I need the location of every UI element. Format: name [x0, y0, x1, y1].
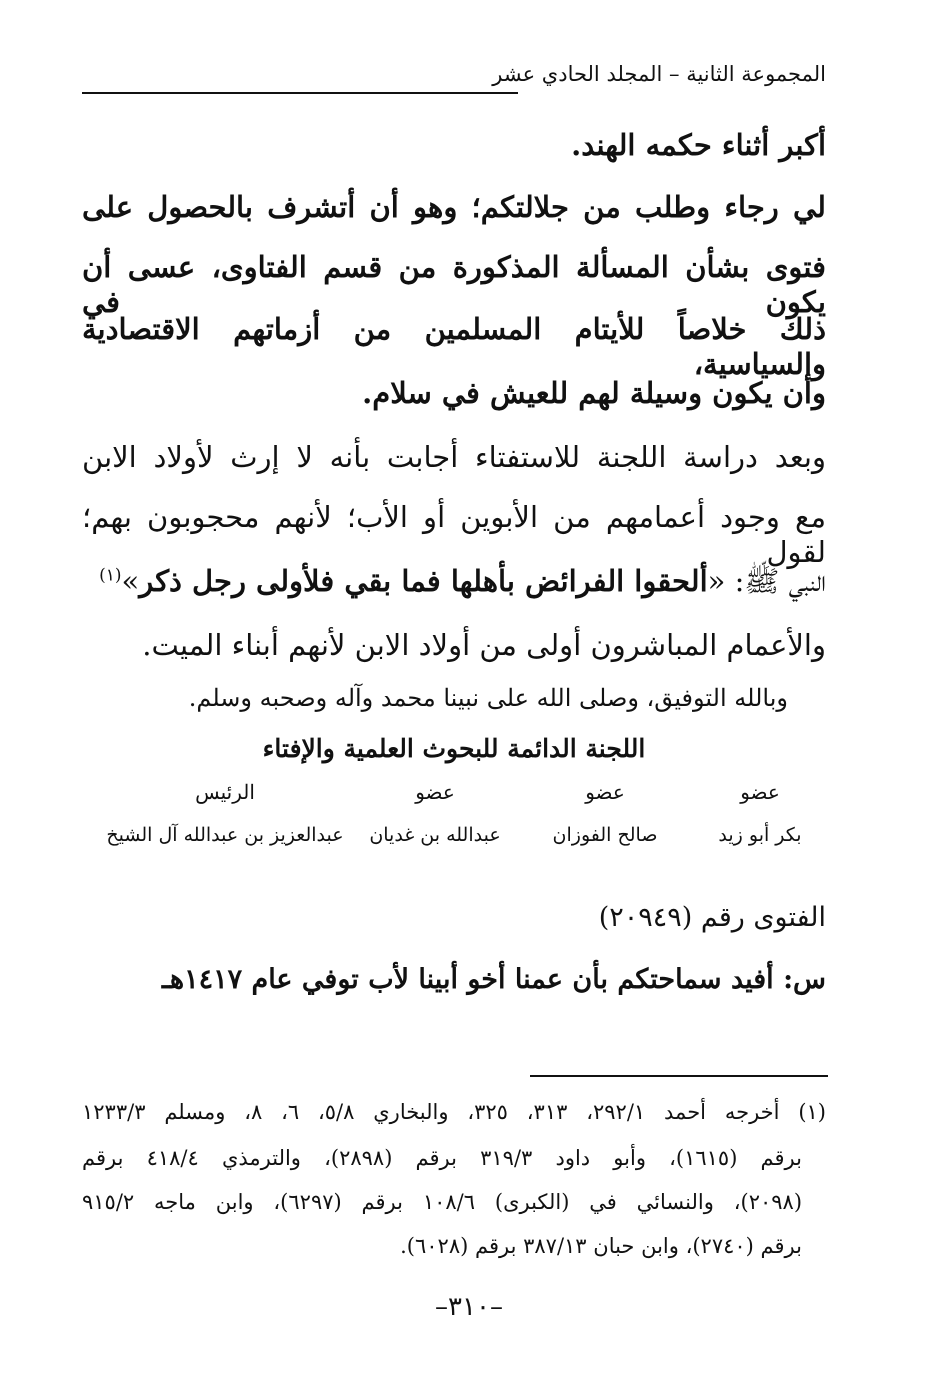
member-title: عضو — [415, 780, 455, 804]
hadith-prefix: النبي ﷺ: « — [707, 564, 826, 598]
fatwa-number: الفتوى رقم (٢٠٩٤٩) — [598, 902, 826, 933]
footnote-line-4: برقم (٢٧٤٠)، وابن حبان ٣٨٧/١٣ برقم (٦٠٢٨). — [400, 1234, 802, 1258]
closing-line: وبالله التوفيق، وصلى الله على نبينا محمد وآله وصحبه وسلم. — [188, 684, 788, 712]
member-name: صالح الفوزان — [552, 824, 658, 846]
signature-chairman — [100, 780, 350, 846]
body-line-4: ذلك خلاصاً للأيتام المسلمين من أزماتهم الاقتصادية والسياسية، — [82, 312, 826, 381]
member-title: عضو — [585, 780, 625, 804]
footnote-rule — [530, 1075, 828, 1077]
member-title: الرئيس — [195, 780, 255, 804]
signature-member-3 — [360, 780, 510, 846]
footnote-reference[interactable]: (١) — [99, 565, 122, 586]
body-line-1: أكبر أثناء حكمه الهند. — [571, 128, 826, 162]
footnote-line-1: (١) أخرجه أحمد ٢٩٢/١، ٣١٣، ٣٢٥، والبخاري ٥/٨، ٦، ٨، ومسلم ١٢٣٣/٣ — [82, 1100, 826, 1124]
member-name: بكر أبو زيد — [718, 824, 802, 846]
signatures — [100, 780, 820, 860]
page-number: –٣١٠– — [435, 1292, 503, 1322]
footnote-line-2: برقم (١٦١٥)، وأبو داود ٣١٩/٣ برقم (٢٨٩٨)، والترمذي ٤١٨/٤ برقم — [82, 1146, 802, 1170]
body-line-2: لي رجاء وطلب من جلالتكم؛ وهو أن أتشرف بالحصول على — [82, 190, 826, 224]
hadith-line — [99, 564, 826, 599]
question-line: س: أفيد سماحتكم بأن عمنا أخو أبينا لأب توفي عام ١٤١٧هـ — [161, 964, 826, 995]
body-line-5: وأن يكون وسيلة لهم للعيش في سلام. — [362, 376, 826, 410]
signature-member-1 — [700, 780, 820, 846]
committee-name: اللجنة الدائمة للبحوث العلمية والإفتاء — [262, 734, 646, 763]
member-name: عبدالعزيز بن عبدالله آل الشيخ — [106, 824, 344, 846]
header-rule — [82, 92, 518, 94]
body-line-6: وبعد دراسة اللجنة للاستفتاء أجابت بأنه لا إرث لأولاد الابن — [82, 440, 826, 474]
running-header: المجموعة الثانية – المجلد الحادي عشر — [492, 62, 826, 86]
signature-member-2 — [530, 780, 680, 846]
hadith-text: ألحقوا الفرائض بأهلها فما بقي فلأولى رجل ذكر — [139, 564, 708, 598]
member-title: عضو — [740, 780, 780, 804]
body-line-7: مع وجود أعمامهم من الأبوين أو الأب؛ لأنهم محجوبون بهم؛ لقول — [82, 500, 826, 569]
hadith-suffix: » — [121, 564, 140, 598]
member-name: عبدالله بن غديان — [369, 824, 501, 846]
body-line-after-hadith: والأعمام المباشرون أولى من أولاد الابن لأنهم أبناء الميت. — [142, 628, 826, 662]
footnote-line-3: (٢٠٩٨)، والنسائي في (الكبرى) ١٠٨/٦ برقم (٦٢٩٧)، وابن ماجه ٩١٥/٢ — [82, 1190, 803, 1214]
body-line-3: فتوى بشأن المسألة المذكورة من قسم الفتاوى، عسى أن يكون في — [82, 250, 826, 319]
